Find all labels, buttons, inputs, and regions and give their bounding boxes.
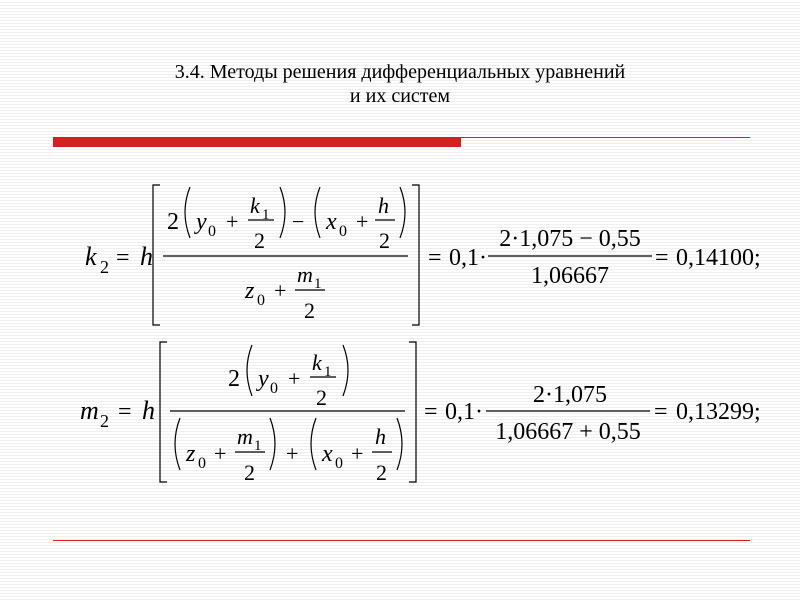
eq1-lhs-sub: 2	[100, 257, 109, 277]
eq2-k: k	[312, 350, 322, 375]
eq2-h-den: 2	[376, 460, 387, 485]
bottom-divider	[53, 540, 750, 541]
eq1-x: x	[326, 209, 337, 235]
eq2-plus-3: +	[286, 441, 299, 466]
eq2-plus-4: +	[351, 441, 364, 466]
eq2-result: 0,13299;	[676, 399, 761, 425]
eq1-m-den: 2	[304, 298, 315, 323]
eq2-k-den: 2	[316, 385, 327, 410]
eq1-paren-open-1	[185, 187, 190, 238]
eq2-m-sub: 1	[254, 438, 262, 454]
eq1-den: 1,06667	[531, 263, 609, 289]
eq2-paren-close-3	[397, 418, 402, 470]
eq2-right-bracket	[409, 342, 416, 482]
eq1-result: 0,14100;	[676, 245, 761, 271]
eq2-y-sub: 0	[270, 380, 278, 397]
eq1-x-sub: 0	[339, 223, 347, 240]
eq1-lhs-var: k	[85, 242, 97, 271]
eq2-two: 2	[228, 366, 240, 392]
eq2-den: 1,06667 + 0,55	[495, 419, 641, 445]
title-line-2: и их систем	[349, 85, 451, 107]
eq2-h-num: h	[375, 424, 386, 449]
eq2-paren-open-3	[311, 418, 316, 470]
eq2-equals-3: =	[654, 399, 668, 425]
eq1-minus: −	[292, 209, 305, 234]
title-line-1: 3.4. Методы решения дифференциальных уравнений	[174, 61, 626, 83]
eq1-y: y	[196, 209, 207, 235]
eq1-paren-open-2	[315, 187, 320, 238]
eq2-equals-2: =	[424, 399, 438, 425]
eq1-coef: 0,1·	[449, 245, 487, 271]
eq1-h: h	[140, 242, 153, 271]
eq1-plus-3: +	[274, 278, 287, 303]
eq1-y-sub: 0	[208, 223, 216, 240]
eq1-k-sub: 1	[262, 207, 270, 223]
eq2-y: y	[258, 366, 269, 392]
eq1-h-num: h	[378, 193, 389, 218]
eq2-num: 2·1,075	[533, 382, 607, 408]
eq2-left-bracket	[160, 342, 167, 482]
eq2-paren-open-2	[175, 418, 180, 470]
eq2-z: z	[186, 441, 196, 467]
eq1-k-den: 2	[254, 228, 265, 253]
eq2-x-sub: 0	[335, 455, 343, 472]
eq2-lhs-sub: 2	[100, 411, 109, 431]
equation-m2	[80, 342, 761, 485]
eq1-k: k	[250, 193, 260, 218]
eq2-x: x	[322, 441, 333, 467]
eq2-plus-2: +	[214, 441, 227, 466]
eq1-paren-close-1	[280, 187, 285, 238]
eq2-plus-1: +	[288, 366, 301, 391]
eq2-z-sub: 0	[198, 455, 206, 472]
eq2-paren-close-1	[343, 345, 348, 396]
eq1-left-bracket	[153, 185, 160, 325]
eq1-plus-1: +	[226, 209, 239, 234]
eq2-paren-open-1	[247, 345, 252, 396]
eq2-equals: =	[118, 399, 132, 425]
eq2-m-den: 2	[244, 460, 255, 485]
eq1-equals: =	[116, 245, 130, 271]
eq1-paren-close-2	[400, 187, 405, 238]
eq1-equals-2: =	[428, 245, 442, 271]
eq1-h-den: 2	[379, 228, 390, 253]
eq1-plus-2: +	[356, 209, 369, 234]
eq1-right-bracket	[412, 185, 419, 325]
eq1-m: m	[297, 262, 313, 287]
eq2-lhs-var: m	[80, 396, 99, 425]
eq2-paren-close-2	[270, 418, 275, 470]
equation-k2	[85, 185, 761, 325]
eq2-coef: 0,1·	[445, 399, 483, 425]
eq2-h: h	[142, 396, 155, 425]
eq1-equals-3: =	[655, 245, 669, 271]
eq2-m: m	[237, 424, 253, 449]
eq1-m-sub: 1	[314, 276, 322, 292]
eq2-k-sub: 1	[324, 364, 332, 380]
eq1-z: z	[245, 278, 255, 304]
eq1-two: 2	[167, 209, 179, 235]
eq1-z-sub: 0	[257, 292, 265, 309]
eq1-num: 2·1,075 − 0,55	[499, 226, 641, 252]
